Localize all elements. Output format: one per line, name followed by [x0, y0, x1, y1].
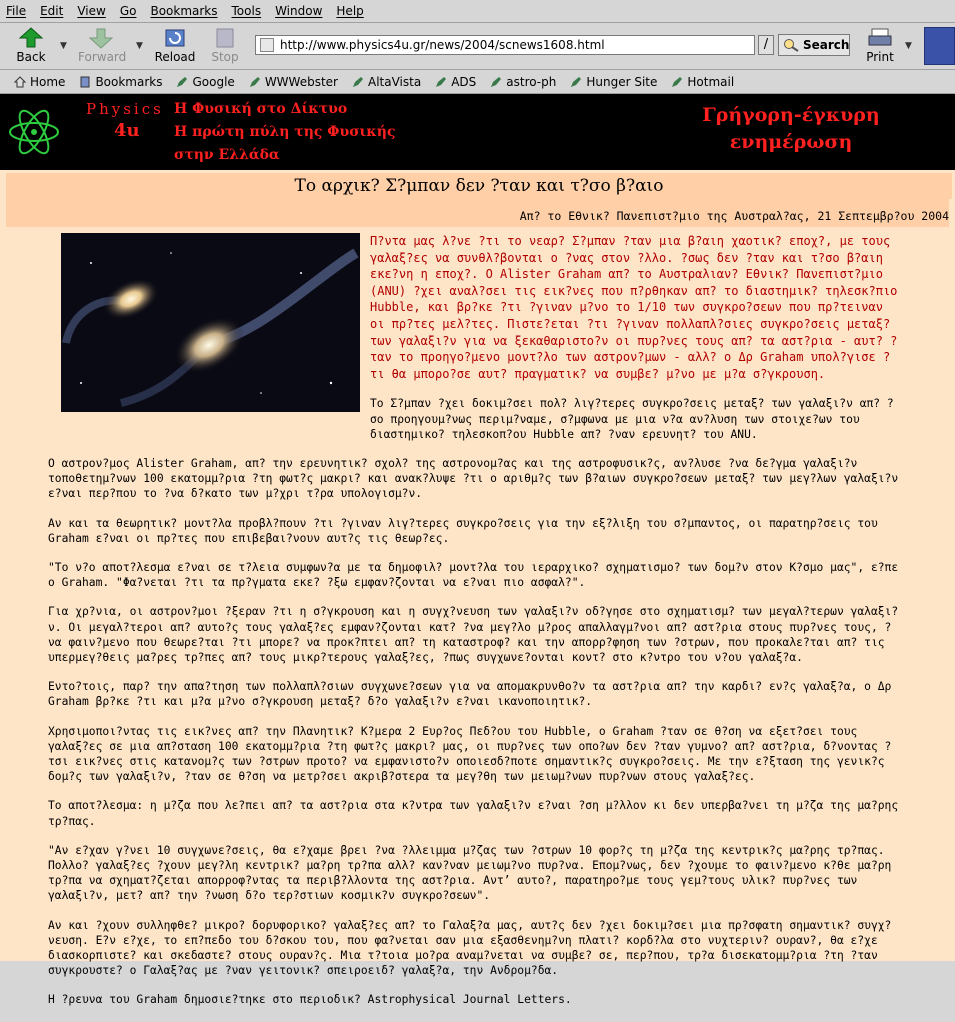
forward-label: Forward: [78, 50, 127, 64]
print-dropdown-icon[interactable]: ▼: [905, 41, 912, 51]
menu-file[interactable]: File: [6, 4, 27, 18]
page-content: [0, 94, 955, 1007]
menu-view[interactable]: View: [77, 4, 106, 18]
reload-label: Reload: [154, 50, 196, 64]
bookmark-link-icon: [176, 76, 188, 88]
brand-4u: 4u: [114, 120, 140, 141]
menu-tools[interactable]: Tools: [231, 4, 262, 18]
site-tagline: [174, 98, 396, 167]
bookmark-bookmarks[interactable]: [79, 75, 162, 89]
article-paragraph: Αν και ?χουν συλληφθε? μικρο? δορυφορικο? γαλαξ?ες απ? το Γαλαξ?α μας, αυτ?ς δεν ?χει δοκιμ?σει μια πρ?σφατη σημαντικ? συγχ?νευση. Ε?ν ε?χε, το επ?πεδο του δ?σκου του, που φα?νεται σαν μια εξασθενημ?νη πλατι? κορδ?λα στο νυχτεριν? ουραν?, θα ε?χε διασκορπιστε? και σκεδαστε? στους ουραν?ς. Μια τ?τοια μο?ρα αναμ?νεται να συμβε? σε, περ?που, τρ?α δισεκατομμ?ρια ?τη ?ταν συγκρουστε? ο Γαλαξ?ας με ?ναν γειτονικ? σπειροειδ? γαλαξ?α, την Ανδρομ?δα.: [48, 918, 892, 978]
bookmark-hunger-site[interactable]: [570, 75, 657, 89]
search-button[interactable]: [778, 34, 850, 56]
article-paragraph: "Αν ε?χαν γ?νει 10 συγχωνε?σεις, θα ε?χαμε βρει ?να ?λλειμμα μ?ζας των ?στρων 10 φορ?ς τη μ?ζα της κεντρικ?ς μα?ρης τρ?πας. Πολλο? γαλαξ?ες ?χουν μεγ?λη κεντρικ? μα?ρη τρ?πα αλλ? καν?ναν μειωμ?νο πυρ?να. Επομ?νως, δεν ?χουμε το φαιν?μενο κ?θε μα?ρη τρ?πα να σχηματ?ζεται απορροφ?ντας τα περιβ?λλοντα της αστ?ρια. Αντ’ αυτο?, παρατηρο?με τους γεμ?τους υλικ? πυρ?νες των γαλαξι?ν, μετ? απ? την ?νωση δ?ο τερ?στιων κοσμικ?ν συγκρο?σεων".: [48, 843, 892, 903]
bookmark-altavista[interactable]: [352, 75, 421, 89]
bookmark-ads-label: ADS: [451, 74, 477, 89]
bookmark-altavista-label: AltaVista: [367, 74, 422, 89]
stop-button[interactable]: [202, 25, 248, 65]
tagline-line: Η πρώτη πύλη της Φυσικής: [174, 124, 396, 140]
menu-go[interactable]: Go: [119, 4, 137, 18]
article-lead: Π?ντα μας λ?νε ?τι το νεαρ? Σ?μπαν ?ταν μια β?αιη χαοτικ? εποχ?, με τους γαλαξ?ες να συνθλ?βονται ο ?νας στον ?λλο. ?σως δεν ?ταν και τ?σο β?αιη εκε?νη η εποχ?. Ο Alister Graham απ? το Αυστραλιαν? Εθνικ? Πανεπιστ?μιο (ANU) ?χει αναλ?σει τις εικ?νες που π?ρθηκαν απ? το διαστημικ? τηλεσκ?πιο Hubble, και βρ?κε ?τι ?γιναν μ?νο το 1/10 των συγκρο?σεων που πρ?τειναν οι πρ?τες μελ?τες. Πιστε?εται ?τι ?γιναν πολλαπλ?σιες συγκρο?σεις μεταξ? των γαλαξι?ν για να ξεκαθαριστο?ν οι πυρ?νες τους απ? τα αστ?ρια - αυτ? ?ταν το προηγο?μενο μοντ?λο των αστρον?μων - αλλ? ο Δρ Graham υπολ?γισε ?τι θα μπορο?σε αυτ? πραγματικ? να συμβε? μ?νο με μ?α σ?γκρουση.: [370, 234, 898, 381]
home-icon: [14, 76, 26, 88]
slogan-line: ενημέρωση: [729, 131, 853, 153]
bookmark-ads[interactable]: [435, 75, 476, 89]
bookmark-wwwebster[interactable]: [249, 75, 338, 89]
bookmark-hotmail-label: Hotmail: [687, 74, 735, 89]
bookmark-google[interactable]: [176, 75, 234, 89]
article-paragraph: Η ?ρευνα του Graham δημοσιε?τηκε στο περιοδικ? Astrophysical Journal Letters.: [48, 993, 572, 1007]
menu-window[interactable]: Window: [275, 4, 323, 18]
back-button[interactable]: [8, 25, 54, 65]
printer-icon: [868, 27, 892, 49]
article-paragraph: "Το ν?ο αποτ?λεσμα ε?ναι σε τ?λεια συμφων?α με τα δημοφιλ? μοντ?λα του ιεραρχικο? σχηματισμο? των δομ?ν στον Κ?σμο μας", ε?πε ο Graham. "Φα?νεται ?τι τα πρ?γματα εκε? ?ξω εμφαν?ζονται να ε?ναι πιο ασφαλ?".: [48, 560, 899, 590]
menu-help[interactable]: Help: [336, 4, 364, 18]
forward-button[interactable]: [78, 25, 127, 65]
bookmark-link-icon: [249, 76, 261, 88]
banner-slogan: [666, 102, 916, 156]
print-label: Print: [866, 50, 894, 64]
bookmark-astro-ph-label: astro-ph: [506, 74, 557, 89]
bookmark-bookmarks-label: Bookmarks: [95, 74, 163, 89]
site-banner: [0, 94, 955, 170]
reload-button[interactable]: [152, 25, 198, 65]
url-bar[interactable]: [255, 35, 755, 55]
bookmark-home[interactable]: [14, 75, 65, 89]
menu-bar: [0, 0, 955, 23]
bookmark-link-icon: [671, 76, 683, 88]
forward-dropdown-icon[interactable]: ▼: [136, 41, 143, 51]
bookmark-link-icon: [570, 76, 582, 88]
stop-label: Stop: [211, 50, 239, 64]
article-paragraph: Το αποτ?λεσμα: η μ?ζα που λε?πει απ? τα αστ?ρια στα κ?ντρα των γαλαξι?ν ε?ναι ?ση μ?λλον κι δεν υπερβα?νει τη μ?ζα της μα?ρης τρ?πας.: [48, 799, 899, 828]
throbber-icon[interactable]: [924, 27, 955, 65]
forward-arrow-icon: [89, 27, 113, 49]
bookmark-astro-ph[interactable]: [490, 75, 556, 89]
tagline-line: στην Ελλάδα: [174, 147, 280, 163]
bookmark-home-label: Home: [30, 74, 66, 89]
personal-toolbar: [0, 70, 955, 94]
menu-bookmarks[interactable]: Bookmarks: [150, 4, 218, 18]
bookmark-google-label: Google: [192, 74, 235, 89]
article-paragraph: Εντο?τοις, παρ? την απα?τηση των πολλαπλ?σιων συγχωνε?σεων για να απομακρυνθο?ν τα αστ?ρια απ? την καρδι? εν?ς γαλαξ?α, ο Δρ Graham βρ?κε ?τι και μ?α μ?νο σ?γκρουση μεταξ? δ?ο γαλαξι?ν ε?ναι ικανοποιητικ?.: [48, 680, 892, 709]
bookmark-wwwebster-label: WWWebster: [264, 74, 338, 89]
url-input[interactable]: [280, 38, 750, 52]
search-label: Search: [803, 38, 850, 52]
slash-button[interactable]: /: [758, 35, 774, 55]
back-label: Back: [16, 50, 46, 64]
brand-physics: Physics: [86, 100, 164, 118]
tagline-line: Η Φυσική στο Δίκτυο: [174, 101, 348, 117]
back-dropdown-icon[interactable]: ▼: [60, 41, 67, 51]
reload-icon: [163, 27, 187, 49]
page-proxy-icon[interactable]: [260, 38, 274, 52]
article-source: Απ? το Εθνικ? Πανεπιστ?μιο της Αυστραλ?ας, 21 Σεπτεμβρ?ου 2004: [6, 199, 949, 227]
menu-edit[interactable]: Edit: [40, 4, 64, 18]
bookmark-link-icon: [352, 76, 364, 88]
slogan-line: Γρήγορη-έγκυρη: [702, 104, 880, 126]
search-icon: [783, 38, 799, 52]
article-paragraph: Ο αστρον?μος Alister Graham, απ? την ερευνητικ? σχολ? της αστρονομ?ας και της αστροφυσικ?ς, αν?λυσε ?να δε?γμα γαλαξι?ν τοποθετημ?νων 100 εκατομμ?ρια ?τη φωτ?ς μακρι? και ανακ?λυψε ?τι ο αριθμ?ς των β?αιων συγκρο?σεων μεταξ? των μεγ?λων γαλαξι?ν ε?ναι περ?που το ?να δ?κατο των μ?χρι τ?ρα υπολογισμ?ν.: [48, 456, 899, 501]
article-paragraph: Για χρ?νια, οι αστρον?μοι ?ξεραν ?τι η σ?γκρουση και η συγχ?νευση των γαλαξι?ν οδ?γησε στο σχηματισμ? των μεγαλ?τερων γαλαξι?ν. Οι μεγαλ?τεροι απ? αυτο?ς τους γαλαξ?ες εμφαν?ζονται κατ? ?να μεγ?λο μ?ρος απαλλαγμ?νοι απ? αστ?ρια στους πυρ?νες τους, ?να φαιν?μενο που θεωρε?ται ?τι μπορε? να προκ?πτει απ? τη καταστροφ? και την απορρ?φηση των ?στρων, που προκαλε?ται απ? τις υπερμεγ?θεις μα?ρες τρ?πες απ? τους μικρ?τερους γαλαξ?ες, ?πως συγχωνε?ονται κοντ? στο κ?ντρο του ν?ου γαλαξ?α.: [48, 605, 899, 664]
bookmark-hotmail[interactable]: [671, 75, 734, 89]
bookmark-hunger-site-label: Hunger Site: [586, 74, 658, 89]
article-paragraph: Το Σ?μπαν ?χει δοκιμ?σει πολ? λιγ?τερες συγκρο?σεις μεταξ? των γαλαξι?ν απ? ?σο προηγουμ?νως περιμ?ναμε, σ?μφωνα με μια ν?α αν?λυση των στοιχε?ων του διαστημικο? τηλεσκοπ?ου Hubble απ? ?ναν ερευνητ? του ANU.: [370, 397, 894, 441]
print-button[interactable]: [860, 25, 900, 65]
bookmark-link-icon: [490, 76, 502, 88]
navigation-toolbar: [0, 23, 955, 70]
article-paragraph: Αν και τα θεωρητικ? μοντ?λα προβλ?πουν ?τι ?γιναν λιγ?τερες συγκρο?σεις για την εξ?λιξη του σ?μπαντος, οι παρατηρ?σεις του Graham ε?ναι οι πρ?τες που επιβεβαι?νουν αυτ?ς τις θεωρ?ες.: [48, 516, 878, 545]
stop-icon: [213, 27, 237, 49]
article-body: [48, 233, 904, 1022]
article-paragraph: Χρησιμοποι?ντας τις εικ?νες απ? την Πλανητικ? Κ?μερα 2 Ευρ?ος Πεδ?ου του Hubble, ο Graham ?ταν σε θ?ση να εξετ?σει τους γαλαξ?ες σε μια απ?σταση 100 εκατομμ?ρια ?τη φωτ?ς μακρι? μας, οι πυρ?νες των οπο?ων δεν ?ταν γυμνο? απ? αστ?ρια, δ?νοντας ?τσι εικ?νες στις κατανομ?ς των ?στρων προτο? να εμφανιστο?ν οποιεσδ?ποτε σημαντικ?ς συγκρο?σεις. Με την ε?ξταση της γενικ?ς δομ?ς των γαλαξι?ν, ?ταν σε θ?ση να μετρ?σει ακριβ?στερα τα μεγ?θη των μειωμ?νων πυρ?νων στους γαλαξ?ες.: [48, 724, 892, 784]
bookmark-link-icon: [435, 76, 447, 88]
atom-logo-icon[interactable]: [8, 102, 60, 162]
back-arrow-icon: [19, 27, 43, 49]
bookmarks-icon: [79, 76, 91, 88]
article-title: Το αρχικ? Σ?μπαν δεν ?ταν και τ?σο β?αιο: [6, 173, 952, 199]
